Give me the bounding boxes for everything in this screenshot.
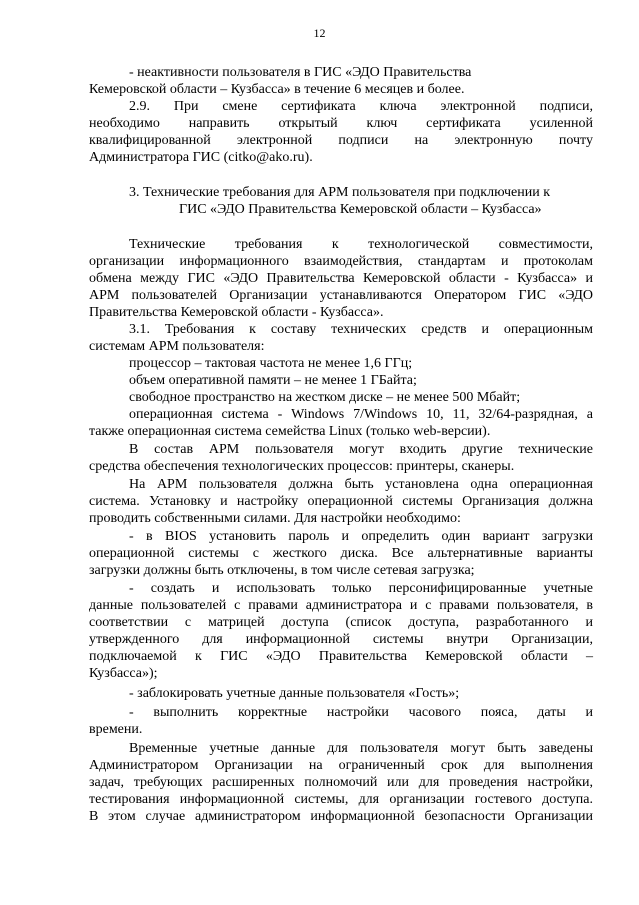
section-title: 3. Технические требования для АРМ пользователя при подключении к xyxy=(129,185,551,200)
text-line: квалифицированной электронной подписи на электронную почту xyxy=(89,133,593,148)
text-line: необходимо направить открытый ключ сертификата усиленной xyxy=(89,116,593,131)
text-line: организации информационного взаимодействия, стандартам и протоколам xyxy=(89,254,593,269)
text-line: АРМ пользователей Организации устанавливаются Оператором ГИС «ЭДО xyxy=(89,288,593,303)
text-line: Администратора ГИС (citko@ako.ru). xyxy=(89,150,313,165)
text-line: 2.9. При смене сертификата ключа электронной подписи, xyxy=(129,99,593,114)
text-line: - неактивности пользователя в ГИС «ЭДО Правительства xyxy=(129,65,472,80)
text-line: утвержденного для информационной системы внутри Организации, xyxy=(89,632,593,647)
text-line: свободное пространство на жестком диске – не менее 500 Мбайт; xyxy=(129,390,521,405)
text-line: - выполнить корректные настройки часового пояса, даты и xyxy=(129,705,593,720)
text-line: тестирования информационной системы, для организации гостевого доступа. xyxy=(89,792,593,807)
text-line: - в BIOS установить пароль и определить один вариант загрузки xyxy=(129,529,593,544)
text-line: На АРМ пользователя должна быть установлена одна операционная xyxy=(129,477,593,492)
text-line: - создать и использовать только персонифицированные учетные xyxy=(129,581,593,596)
text-line: проводить собственными силами. Для настройки необходимо: xyxy=(89,511,461,526)
text-line: 3.1. Требования к составу технических средств и операционным xyxy=(129,322,593,337)
text-line: система. Установку и настройку операционной системы Организация должна xyxy=(89,494,593,509)
text-line: системам АРМ пользователя: xyxy=(89,339,265,354)
text-line: процессор – тактовая частота не менее 1,6 ГГц; xyxy=(129,356,413,371)
text-line: Кузбасса»); xyxy=(89,666,158,681)
text-line: также операционная система семейства Linux (только web-версии). xyxy=(89,424,491,439)
text-line: операционной системы с жесткого диска. Все альтернативные варианты xyxy=(89,546,593,561)
text-line: времени. xyxy=(89,722,143,737)
text-line: Администратором Организации на ограниченный срок для выполнения xyxy=(89,758,593,773)
text-line: - заблокировать учетные данные пользователя «Гость»; xyxy=(129,686,460,701)
section-title-continuation: ГИС «ЭДО Правительства Кемеровской области – Кузбасса» xyxy=(179,202,542,217)
text-line: соответствии с матрицей доступа (список доступа, разработанного и xyxy=(89,615,593,630)
text-line: операционная система - Windows 7/Windows 10, 11, 32/64-разрядная, а xyxy=(129,407,593,422)
text-line: объем оперативной памяти – не менее 1 ГБайта; xyxy=(129,373,417,388)
text-line: данные пользователей с правами администратора и с правами пользователя, в xyxy=(89,598,593,613)
text-line: В состав АРМ пользователя могут входить другие технические xyxy=(129,442,593,457)
page-number: 12 xyxy=(313,26,326,40)
text-line: обмена между ГИС «ЭДО Правительства Кемеровской области - Кузбасса» и xyxy=(89,271,593,286)
text-line: Технические требования к технологической совместимости, xyxy=(129,237,593,252)
text-line: средства обеспечения технологических процессов: принтеры, сканеры. xyxy=(89,459,515,474)
text-line: Кемеровской области – Кузбасса» в течение 6 месяцев и более. xyxy=(89,82,465,97)
text-line: подключаемой к ГИС «ЭДО Правительства Кемеровской области – xyxy=(89,649,593,664)
text-line: В этом случае администратором информационной безопасности Организации xyxy=(89,809,593,824)
text-line: загрузки должны быть отключены, в том числе сетевая загрузка; xyxy=(89,563,475,578)
text-line: Правительства Кемеровской области - Кузбасса». xyxy=(89,305,384,320)
text-line: Временные учетные данные для пользователя могут быть заведены xyxy=(129,741,593,756)
text-line: задач, требующих расширенных полномочий или для проведения настройки, xyxy=(89,775,593,790)
